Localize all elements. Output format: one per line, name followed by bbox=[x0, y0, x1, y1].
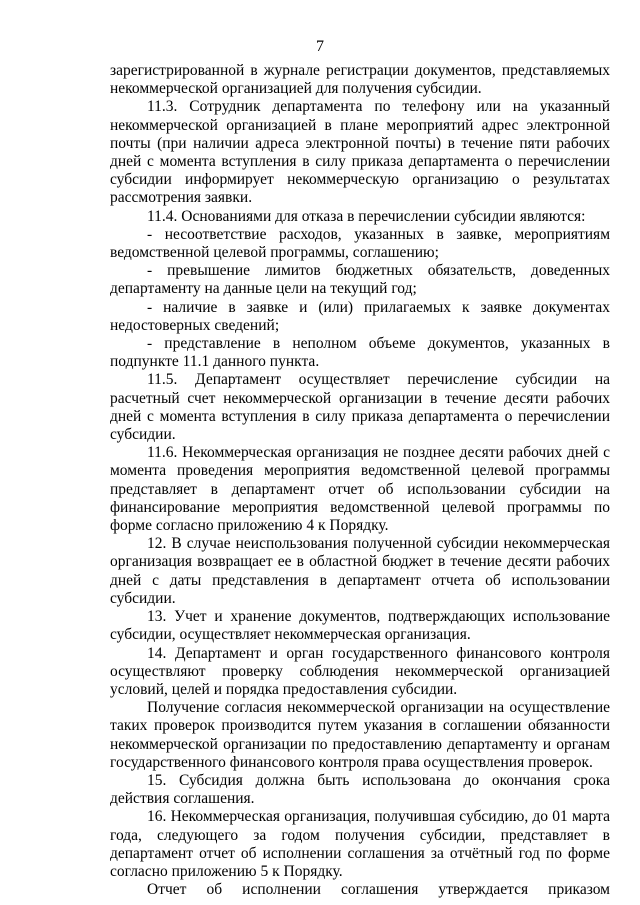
document-body bbox=[110, 62, 610, 899]
page-number: 7 bbox=[316, 38, 324, 55]
paragraph: 11.4. Основаниями для отказа в перечислении субсидии являются: bbox=[147, 207, 586, 225]
paragraph: 14. Департамент и орган государственного финансового контроля осуществляют проверку соблюдения некоммерческой организацией условий, целей и порядка предоставления субсидии. bbox=[110, 644, 610, 698]
paragraph: - представление в неполном объеме документов, указанных в подпункте 11.1 данного пункта. bbox=[110, 335, 610, 371]
paragraph: 13. Учет и хранение документов, подтверждающих использование субсидии, осуществляет некоммерческая организация. bbox=[110, 608, 610, 644]
paragraph: 11.6. Некоммерческая организация не позднее десяти рабочих дней с момента проведения мероприятия ведомственной целевой программы представляет в департамент отчет об использовании субсидии на финансирование мероприятия ведомственной целевой программы по форме согласно приложению 4 к Порядку. bbox=[110, 444, 610, 535]
paragraph: Отчет об исполнении соглашения утверждается приказом bbox=[147, 881, 610, 899]
paragraph: - превышение лимитов бюджетных обязательств, доведенных департаменту на данные цели на текущий год; bbox=[110, 262, 610, 298]
paragraph: зарегистрированной в журнале регистрации документов, представляемых некоммерческой организацией для получения субсидии. bbox=[110, 62, 610, 98]
paragraph: Получение согласия некоммерческой организации на осуществление таких проверок производится путем указания в соглашении обязанности некоммерческой организации по предоставлению департаменту и органам государственного финансового контроля права осуществления проверок. bbox=[110, 699, 610, 771]
paragraph: - наличие в заявке и (или) прилагаемых к заявке документах недостоверных сведений; bbox=[110, 298, 610, 334]
paragraph: 12. В случае неиспользования полученной субсидии некоммерческая организация возвращает ее в областной бюджет в течение десяти рабочих дней с даты представления в департамент отчета об использовании субсидии. bbox=[110, 535, 610, 607]
paragraph: 11.3. Сотрудник департамента по телефону или на указанный некоммерческой организацией в плане мероприятий адрес электронной почты (при наличии адреса электронной почты) в течение пяти рабочих дней с момента вступления в силу приказа департамента о перечислении субсидии информирует некоммерческую организацию о результатах рассмотрения заявки. bbox=[110, 98, 610, 207]
paragraph: 11.5. Департамент осуществляет перечисление субсидии на расчетный счет некоммерческой организации в течение десяти рабочих дней с момента вступления в силу приказа департамента о перечислении субсидии. bbox=[110, 371, 610, 444]
paragraph: 15. Субсидия должна быть использована до окончания срока действия соглашения. bbox=[110, 771, 610, 808]
paragraph: 16. Некоммерческая организация, получившая субсидию, до 01 марта года, следующего за годом получения субсидии, представляет в департамент отчет об исполнении соглашения за отчётный год по форме согласно приложению 5 к Порядку. bbox=[110, 808, 610, 880]
paragraph: - несоответствие расходов, указанных в заявке, мероприятиям ведомственной целевой программы, соглашению; bbox=[110, 225, 610, 262]
